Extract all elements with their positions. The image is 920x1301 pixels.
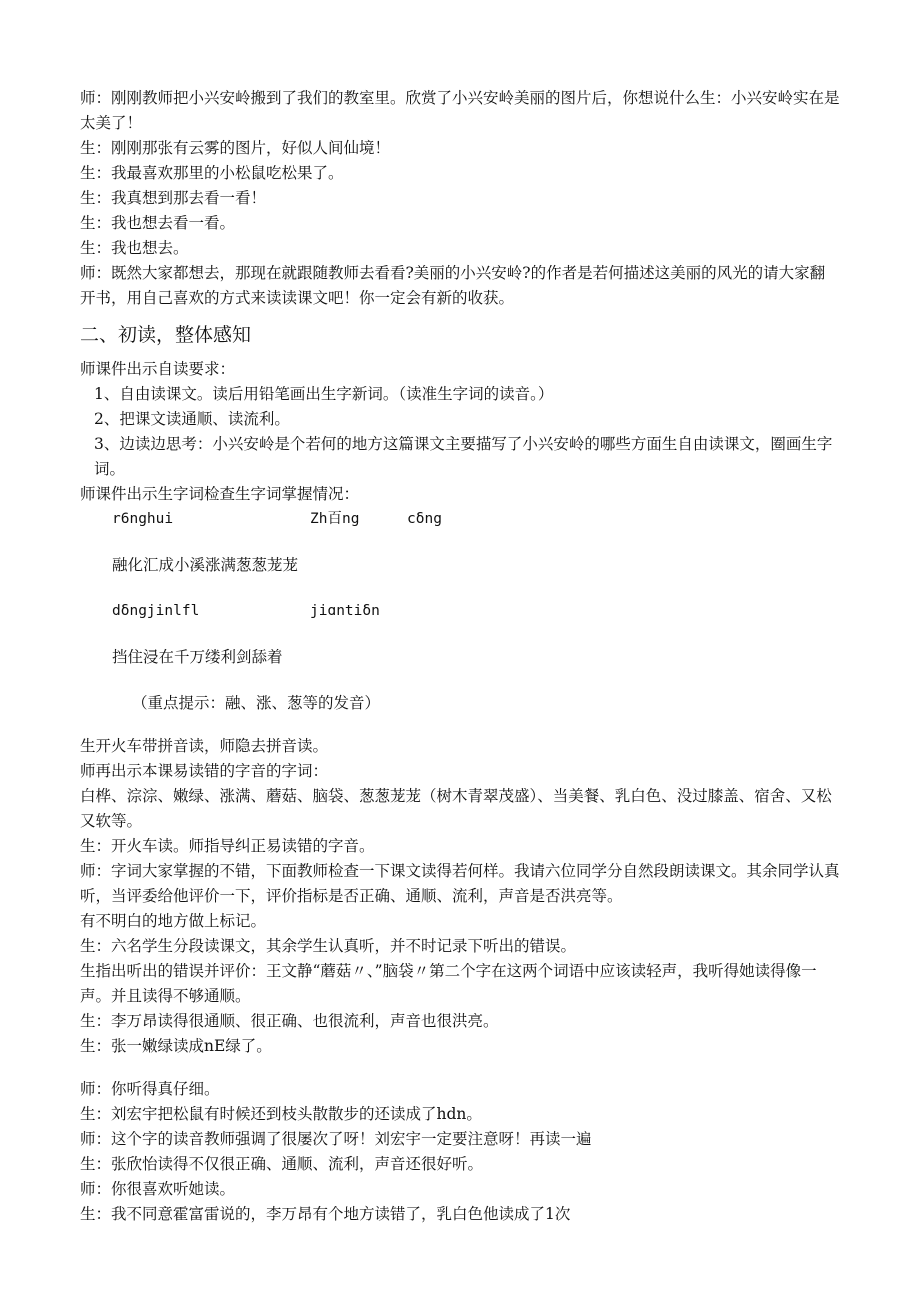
paragraph: 白桦、淙淙、嫩绿、涨满、蘑菇、脑袋、葱葱茏茏（树木青翠茂盛）、当美餐、乳白色、没过膝盖、宿舍、又松又软等。 — [80, 787, 832, 830]
pinyin-text: r6nghui — [112, 511, 174, 527]
paragraph: 生：刚刚那张有云雾的图片，好似人间仙境！ — [80, 139, 391, 157]
key-tip: （重点提示：融、涨、葱等的发音） — [132, 694, 381, 712]
paragraph: 师：刚刚教师把小兴安岭搬到了我们的教室里。欣赏了小兴安岭美丽的图片后，你想说什么生：小兴安岭实在是太美了！ — [80, 89, 840, 132]
paragraph: 生：我也想去。 — [80, 239, 189, 257]
pinyin-row — [80, 507, 840, 532]
intro-dialogue — [80, 86, 840, 311]
vocabulary-check — [80, 482, 840, 734]
paragraph: 生：张一嫩绿读成nE绿了。 — [80, 1037, 272, 1055]
document-page — [80, 86, 840, 1227]
paragraph: 生：张欣怡读得不仅很正确、通顺、流利，声音还很好听。 — [80, 1155, 484, 1173]
pinyin-text: dδngjinlfl — [112, 603, 200, 619]
word-row: 融化汇成小溪涨满葱葱茏茏 — [112, 556, 299, 574]
paragraph: 生：开火车读。师指导纠正易读错的字音。 — [80, 837, 375, 855]
requirement-item: 3、边读边思考：小兴安岭是个若何的地方这篇课文主要描写了小兴安岭的哪些方面生自由读课文，圈画生字词。 — [94, 435, 833, 478]
pinyin-row — [80, 599, 840, 624]
paragraph: 生开火车带拼音读，师隐去拼音读。 — [80, 737, 329, 755]
paragraph: 生：刘宏宇把松鼠有时候还到枝头散散步的还读成了hdn。 — [80, 1105, 482, 1123]
paragraph: 生：我不同意霍富雷说的，李万昂有个地方读错了，乳白色他读成了1次 — [80, 1205, 571, 1223]
paragraph: 生：李万昂读得很通顺、很正确、也很流利，声音也很洪亮。 — [80, 1012, 499, 1030]
vocab-title: 师课件出示生字词检查生字词掌握情况： — [80, 485, 360, 503]
pinyin-text: jiɑntiδn — [310, 603, 380, 619]
paragraph: 师：字词大家掌握的不错，下面教师检查一下课文读得若何样。我请六位同学分自然段朗读课文。其余同学认真听，当评委给他评价一下，评价指标是否正确、通顺、流利，声音是否洪亮等。 — [80, 862, 840, 905]
paragraph: 师：这个字的读音教师强调了很屡次了呀！刘宏宇一定要注意呀！再读一遍 — [80, 1130, 592, 1148]
word-row: 挡住浸在千万缕利剑舔着 — [112, 648, 283, 666]
paragraph: 师：你很喜欢听她读。 — [80, 1180, 236, 1198]
paragraph: 师：你听得真仔细。 — [80, 1080, 220, 1098]
paragraph: 生指出听出的错误并评价：王文静“蘑菇〃、”脑袋〃第二个字在这两个词语中应该读轻声，我听得她读得像一声。并且读得不够通顺。 — [80, 962, 817, 1005]
requirement-item: 2、把课文读通顺、读流利。 — [94, 410, 290, 428]
pinyin-text: Zh百ng — [310, 511, 360, 527]
paragraph: 生：我也想去看一看。 — [80, 214, 236, 232]
section-heading: 二、初读，整体感知 — [80, 324, 252, 346]
paragraph: 生：六名学生分段读课文，其余学生认真听，并不时记录下听出的错误。 — [80, 937, 577, 955]
paragraph: 生：我真想到那去看一看！ — [80, 189, 267, 207]
pinyin-text: cδng — [407, 511, 442, 527]
paragraph: 生：我最喜欢那里的小松鼠吃松果了。 — [80, 164, 344, 182]
class-dialogue — [80, 734, 840, 1227]
paragraph: 师：既然大家都想去，那现在就跟随教师去看看?美丽的小兴安岭?的作者是若何描述这美丽的风光的请大家翻开书，用自己喜欢的方式来读读课文吧！你一定会有新的收获。 — [80, 264, 826, 307]
requirement-item: 1、自由读课文。读后用铅笔画出生字新词。（读准生字词的读音。） — [94, 385, 554, 403]
reading-requirements — [80, 357, 840, 482]
paragraph: 有不明白的地方做上标记。 — [80, 912, 267, 930]
requirements-title: 师课件出示自读要求： — [80, 360, 236, 378]
paragraph: 师再出示本课易读错的字音的字词： — [80, 762, 329, 780]
